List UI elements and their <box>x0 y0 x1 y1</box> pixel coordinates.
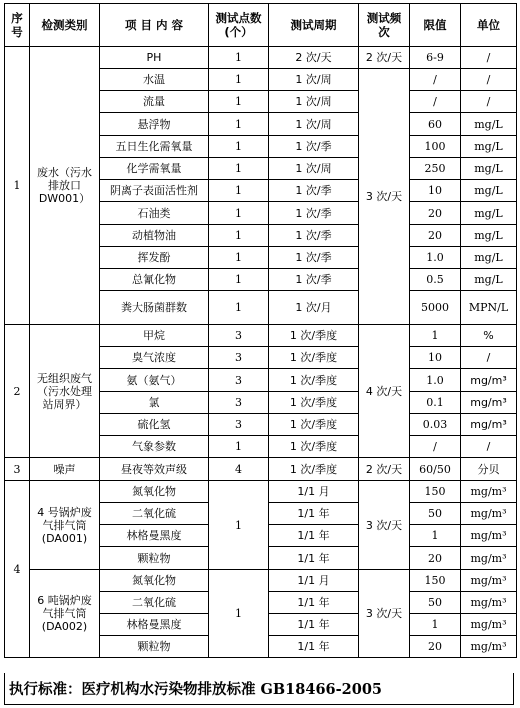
item-cell: 气象参数 <box>100 436 209 458</box>
limit-cell: 150 <box>410 481 461 503</box>
limit-cell: 1 <box>410 325 461 347</box>
period-cell: 1 次/月 <box>269 291 359 325</box>
unit-cell: mg/L <box>461 158 517 180</box>
category-cell: 噪声 <box>30 458 100 481</box>
period-cell: 1 次/周 <box>269 158 359 180</box>
unit-cell: mg/m³ <box>461 547 517 570</box>
limit-cell: 1 <box>410 525 461 547</box>
item-cell: 昼夜等效声级 <box>100 458 209 481</box>
limit-cell: 20 <box>410 225 461 247</box>
period-cell: 1/1 月 <box>269 570 359 592</box>
category-cell: 4 号锅炉废气排气筒(DA001) <box>30 481 100 570</box>
item-cell: 颗粒物 <box>100 636 209 658</box>
freq-cell: 3 次/天 <box>359 69 410 325</box>
item-cell: 五日生化需氧量 <box>100 136 209 158</box>
points-cell: 1 <box>209 91 269 113</box>
period-cell: 1 次/季 <box>269 247 359 269</box>
points-cell: 1 <box>209 180 269 202</box>
period-cell: 2 次/天 <box>269 47 359 69</box>
unit-cell: mg/m³ <box>461 414 517 436</box>
points-cell: 1 <box>209 247 269 269</box>
item-cell: 挥发酚 <box>100 247 209 269</box>
item-cell: 流量 <box>100 91 209 113</box>
row-index: 4 <box>5 481 30 658</box>
table-row <box>5 458 517 481</box>
item-cell: 甲烷 <box>100 325 209 347</box>
points-cell: 3 <box>209 325 269 347</box>
unit-cell: MPN/L <box>461 291 517 325</box>
row-index: 2 <box>5 325 30 458</box>
period-cell: 1 次/季度 <box>269 325 359 347</box>
unit-cell: mg/m³ <box>461 503 517 525</box>
freq-cell: 2 次/天 <box>359 458 410 481</box>
category-cell: 无组织废气（污水处理站周界） <box>30 325 100 458</box>
period-cell: 1 次/季 <box>269 136 359 158</box>
points-cell: 3 <box>209 414 269 436</box>
period-cell: 1/1 年 <box>269 592 359 614</box>
period-cell: 1 次/季度 <box>269 347 359 369</box>
unit-cell: mg/m³ <box>461 525 517 547</box>
table-row <box>5 481 517 503</box>
freq-cell: 4 次/天 <box>359 325 410 458</box>
period-cell: 1 次/周 <box>269 113 359 136</box>
header-row <box>5 4 517 47</box>
item-cell: 二氧化硫 <box>100 503 209 525</box>
limit-cell: 1 <box>410 614 461 636</box>
limit-cell: 1.0 <box>410 247 461 269</box>
points-cell: 3 <box>209 347 269 369</box>
item-cell: 林格曼黑度 <box>100 525 209 547</box>
period-cell: 1/1 年 <box>269 614 359 636</box>
period-cell: 1/1 年 <box>269 636 359 658</box>
unit-cell: / <box>461 347 517 369</box>
period-cell: 1 次/季 <box>269 202 359 225</box>
unit-cell: mg/L <box>461 113 517 136</box>
limit-cell: 0.1 <box>410 392 461 414</box>
limit-cell: 6-9 <box>410 47 461 69</box>
item-cell: 臭气浓度 <box>100 347 209 369</box>
points-cell: 1 <box>209 47 269 69</box>
unit-cell: / <box>461 69 517 91</box>
unit-cell: mg/m³ <box>461 570 517 592</box>
freq-cell: 3 次/天 <box>359 481 410 570</box>
points-cell: 1 <box>209 291 269 325</box>
points-cell: 1 <box>209 202 269 225</box>
points-cell: 1 <box>209 481 269 570</box>
limit-cell: / <box>410 91 461 113</box>
points-cell: 1 <box>209 136 269 158</box>
unit-cell: 分贝 <box>461 458 517 481</box>
item-cell: 动植物油 <box>100 225 209 247</box>
table-row <box>5 47 517 69</box>
period-cell: 1 次/周 <box>269 69 359 91</box>
unit-cell: mg/L <box>461 225 517 247</box>
period-cell: 1 次/季度 <box>269 436 359 458</box>
execution-standard: 执行标准：医疗机构水污染物排放标准 GB18466-2005 <box>4 673 514 705</box>
limit-cell: 0.03 <box>410 414 461 436</box>
period-cell: 1 次/季度 <box>269 414 359 436</box>
item-cell: 悬浮物 <box>100 113 209 136</box>
limit-cell: 0.5 <box>410 269 461 291</box>
category-cell: 6 吨锅炉废气排气筒(DA002) <box>30 570 100 658</box>
table-row <box>5 570 517 592</box>
limit-cell: 10 <box>410 180 461 202</box>
limit-cell: 250 <box>410 158 461 180</box>
limit-cell: 10 <box>410 347 461 369</box>
item-cell: 水温 <box>100 69 209 91</box>
header-category: 检测类别 <box>30 4 100 47</box>
item-cell: 粪大肠菌群数 <box>100 291 209 325</box>
unit-cell: / <box>461 47 517 69</box>
limit-cell: 20 <box>410 547 461 570</box>
header-item: 项 目 内 容 <box>100 4 209 47</box>
unit-cell: mg/m³ <box>461 369 517 392</box>
limit-cell: 1.0 <box>410 369 461 392</box>
item-cell: 氮氧化物 <box>100 481 209 503</box>
period-cell: 1/1 年 <box>269 547 359 570</box>
points-cell: 1 <box>209 570 269 658</box>
points-cell: 1 <box>209 158 269 180</box>
limit-cell: 60 <box>410 113 461 136</box>
item-cell: PH <box>100 47 209 69</box>
monitoring-table <box>4 3 517 658</box>
unit-cell: mg/L <box>461 247 517 269</box>
limit-cell: 20 <box>410 202 461 225</box>
item-cell: 阴离子表面活性剂 <box>100 180 209 202</box>
unit-cell: mg/m³ <box>461 636 517 658</box>
unit-cell: mg/m³ <box>461 392 517 414</box>
unit-cell: mg/L <box>461 136 517 158</box>
limit-cell: 20 <box>410 636 461 658</box>
period-cell: 1 次/季度 <box>269 369 359 392</box>
item-cell: 氯 <box>100 392 209 414</box>
header-index: 序号 <box>5 4 30 47</box>
freq-cell: 2 次/天 <box>359 47 410 69</box>
header-points: 测试点数(个） <box>209 4 269 47</box>
limit-cell: 50 <box>410 592 461 614</box>
header-freq: 测试频次 <box>359 4 410 47</box>
unit-cell: / <box>461 91 517 113</box>
unit-cell: mg/m³ <box>461 481 517 503</box>
limit-cell: / <box>410 436 461 458</box>
item-cell: 石油类 <box>100 202 209 225</box>
period-cell: 1 次/季度 <box>269 392 359 414</box>
points-cell: 3 <box>209 392 269 414</box>
limit-cell: 100 <box>410 136 461 158</box>
limit-cell: / <box>410 69 461 91</box>
item-cell: 氨（氨气） <box>100 369 209 392</box>
period-cell: 1/1 月 <box>269 481 359 503</box>
unit-cell: mg/L <box>461 180 517 202</box>
points-cell: 1 <box>209 436 269 458</box>
table-row <box>5 325 517 347</box>
item-cell: 氮氧化物 <box>100 570 209 592</box>
item-cell: 林格曼黑度 <box>100 614 209 636</box>
points-cell: 1 <box>209 269 269 291</box>
limit-cell: 150 <box>410 570 461 592</box>
period-cell: 1 次/季 <box>269 269 359 291</box>
unit-cell: mg/L <box>461 202 517 225</box>
item-cell: 颗粒物 <box>100 547 209 570</box>
unit-cell: mg/m³ <box>461 614 517 636</box>
points-cell: 1 <box>209 225 269 247</box>
category-cell: 废水（污水排放口DW001） <box>30 47 100 325</box>
table-body <box>5 47 517 658</box>
limit-cell: 5000 <box>410 291 461 325</box>
header-unit: 单位 <box>461 4 517 47</box>
limit-cell: 60/50 <box>410 458 461 481</box>
unit-cell: mg/L <box>461 269 517 291</box>
points-cell: 1 <box>209 69 269 91</box>
freq-cell: 3 次/天 <box>359 570 410 658</box>
period-cell: 1 次/季 <box>269 225 359 247</box>
period-cell: 1/1 年 <box>269 525 359 547</box>
limit-cell: 50 <box>410 503 461 525</box>
row-index: 3 <box>5 458 30 481</box>
unit-cell: / <box>461 436 517 458</box>
points-cell: 3 <box>209 369 269 392</box>
period-cell: 1 次/周 <box>269 91 359 113</box>
item-cell: 总氰化物 <box>100 269 209 291</box>
period-cell: 1/1 年 <box>269 503 359 525</box>
points-cell: 4 <box>209 458 269 481</box>
unit-cell: % <box>461 325 517 347</box>
header-limit: 限值 <box>410 4 461 47</box>
period-cell: 1 次/季度 <box>269 458 359 481</box>
row-index: 1 <box>5 47 30 325</box>
item-cell: 硫化氢 <box>100 414 209 436</box>
item-cell: 化学需氧量 <box>100 158 209 180</box>
unit-cell: mg/m³ <box>461 592 517 614</box>
header-period: 测试周期 <box>269 4 359 47</box>
period-cell: 1 次/季 <box>269 180 359 202</box>
item-cell: 二氧化硫 <box>100 592 209 614</box>
points-cell: 1 <box>209 113 269 136</box>
